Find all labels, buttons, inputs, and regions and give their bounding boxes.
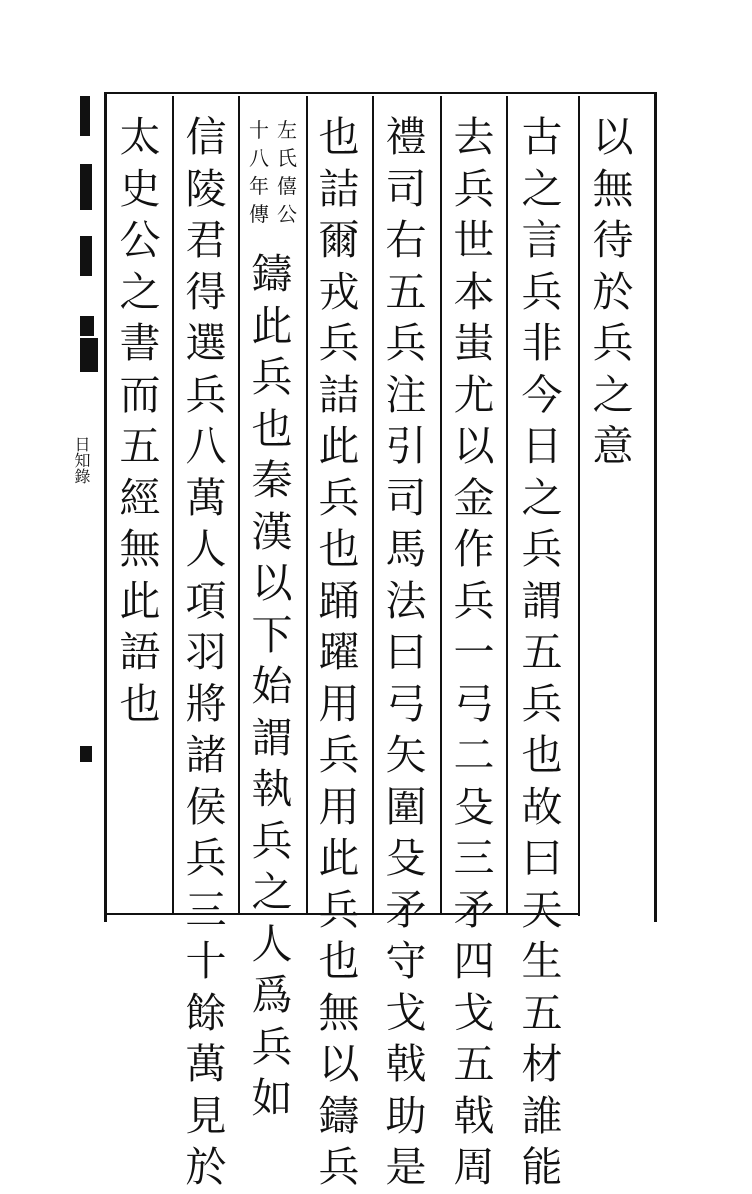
glyph: 周 bbox=[453, 1143, 495, 1191]
glyph: 鑄 bbox=[251, 250, 293, 298]
glyph: 得 bbox=[185, 267, 227, 316]
glyph: 能 bbox=[521, 1143, 563, 1191]
glyph: 書 bbox=[119, 319, 161, 367]
glyph: 去 bbox=[453, 113, 495, 161]
glyph: 兵 bbox=[385, 319, 427, 367]
glyph: 三 bbox=[185, 885, 227, 934]
glyph: 無 bbox=[318, 988, 360, 1037]
glyph: 五 bbox=[453, 1040, 495, 1088]
glyph: 之 bbox=[521, 473, 563, 522]
glyph: 今 bbox=[521, 370, 563, 419]
glyph: 爾 bbox=[318, 216, 360, 264]
glyph: 一 bbox=[453, 628, 495, 676]
glyph: 兵 bbox=[521, 267, 563, 316]
glyph: 始 bbox=[251, 662, 293, 710]
glyph: 十 bbox=[249, 118, 269, 142]
glyph: 將 bbox=[185, 679, 227, 728]
glyph: 人 bbox=[251, 919, 293, 968]
glyph: 秦 bbox=[251, 456, 293, 504]
annotation-line bbox=[274, 116, 300, 228]
glyph: 以 bbox=[318, 1040, 360, 1088]
glyph: 兵 bbox=[251, 353, 293, 401]
annotation-line bbox=[246, 116, 272, 228]
glyph: 生 bbox=[521, 937, 563, 985]
glyph: 兵 bbox=[453, 164, 495, 213]
glyph: 詰 bbox=[318, 370, 360, 419]
glyph: 殳 bbox=[385, 834, 427, 882]
glyph: 是 bbox=[385, 1143, 427, 1191]
glyph: 謂 bbox=[521, 576, 563, 625]
glyph: 於 bbox=[185, 1143, 227, 1191]
glyph: 經 bbox=[119, 473, 161, 522]
column-rule bbox=[440, 96, 442, 914]
margin-ink bbox=[80, 236, 92, 276]
glyph: 年 bbox=[249, 174, 269, 198]
glyph: 世 bbox=[453, 216, 495, 264]
glyph: 誰 bbox=[521, 1091, 563, 1140]
glyph: 圍 bbox=[385, 782, 427, 831]
glyph: 如 bbox=[251, 1074, 293, 1122]
glyph: 言 bbox=[521, 216, 563, 264]
glyph: 漢 bbox=[251, 507, 293, 556]
margin-fragment: 日知錄 bbox=[72, 436, 91, 484]
glyph: 本 bbox=[453, 267, 495, 316]
glyph: 此 bbox=[318, 422, 360, 470]
glyph: 兵 bbox=[318, 473, 360, 522]
glyph: 於 bbox=[592, 267, 634, 316]
glyph: 陵 bbox=[185, 164, 227, 213]
glyph: 也 bbox=[318, 113, 360, 161]
glyph: 兵 bbox=[318, 731, 360, 779]
glyph: 羽 bbox=[185, 628, 227, 676]
glyph: 尤 bbox=[453, 370, 495, 419]
glyph: 守 bbox=[385, 937, 427, 985]
glyph: 也 bbox=[318, 525, 360, 573]
glyph: 爲 bbox=[251, 971, 293, 1019]
margin-ink bbox=[80, 316, 94, 336]
glyph: 五 bbox=[521, 628, 563, 676]
glyph: 此 bbox=[251, 301, 293, 350]
glyph: 萬 bbox=[185, 1040, 227, 1088]
glyph: 天 bbox=[521, 885, 563, 934]
glyph: 五 bbox=[385, 267, 427, 316]
glyph: 戈 bbox=[385, 988, 427, 1037]
glyph: 戈 bbox=[453, 988, 495, 1037]
margin-ink bbox=[80, 164, 92, 210]
glyph: 三 bbox=[453, 834, 495, 882]
glyph: 禮 bbox=[385, 113, 427, 161]
glyph: 蚩 bbox=[453, 319, 495, 367]
text-column bbox=[514, 112, 570, 1194]
text-column bbox=[446, 112, 502, 1194]
glyph: 作 bbox=[453, 525, 495, 573]
glyph: 古 bbox=[521, 113, 563, 161]
glyph: 曰 bbox=[385, 628, 427, 676]
glyph: 而 bbox=[119, 370, 161, 419]
glyph: 踊 bbox=[318, 576, 360, 625]
glyph: 躍 bbox=[318, 628, 360, 676]
column-rule bbox=[372, 96, 374, 914]
glyph: 項 bbox=[185, 576, 227, 625]
glyph: 兵 bbox=[185, 834, 227, 882]
glyph: 萬 bbox=[185, 473, 227, 522]
glyph: 謂 bbox=[251, 713, 293, 762]
text-column bbox=[112, 112, 168, 730]
glyph: 兵 bbox=[453, 576, 495, 625]
glyph: 二 bbox=[453, 731, 495, 779]
glyph: 無 bbox=[592, 164, 634, 213]
glyph: 矛 bbox=[385, 885, 427, 934]
glyph: 也 bbox=[521, 731, 563, 779]
glyph: 也 bbox=[318, 937, 360, 985]
glyph: 之 bbox=[521, 164, 563, 213]
glyph: 史 bbox=[119, 164, 161, 213]
text-column bbox=[178, 112, 234, 1194]
glyph: 用 bbox=[318, 782, 360, 831]
column-rule bbox=[238, 96, 240, 914]
glyph: 戟 bbox=[385, 1040, 427, 1088]
glyph: 太 bbox=[119, 113, 161, 161]
glyph: 金 bbox=[453, 473, 495, 522]
glyph: 兵 bbox=[318, 885, 360, 934]
glyph: 也 bbox=[119, 679, 161, 728]
glyph: 以 bbox=[453, 422, 495, 470]
glyph: 僖 bbox=[277, 174, 297, 198]
glyph: 無 bbox=[119, 525, 161, 573]
glyph: 見 bbox=[185, 1091, 227, 1140]
glyph: 兵 bbox=[318, 319, 360, 367]
glyph: 之 bbox=[251, 868, 293, 916]
glyph: 助 bbox=[385, 1091, 427, 1140]
glyph: 用 bbox=[318, 679, 360, 728]
glyph: 弓 bbox=[385, 679, 427, 728]
glyph: 兵 bbox=[592, 319, 634, 367]
column-rule bbox=[506, 96, 508, 914]
glyph: 待 bbox=[592, 216, 634, 264]
glyph: 傳 bbox=[249, 202, 269, 226]
text-column bbox=[378, 112, 434, 1194]
glyph: 矢 bbox=[385, 731, 427, 779]
glyph: 八 bbox=[249, 146, 269, 170]
glyph: 引 bbox=[385, 422, 427, 470]
text-column bbox=[244, 249, 300, 1125]
glyph: 侯 bbox=[185, 782, 227, 831]
glyph: 以 bbox=[251, 559, 293, 607]
glyph: 馬 bbox=[385, 525, 427, 573]
glyph: 諸 bbox=[185, 731, 227, 779]
heading-column bbox=[585, 112, 641, 473]
margin-ink bbox=[80, 96, 90, 136]
glyph: 兵 bbox=[318, 1143, 360, 1191]
left-margin bbox=[70, 86, 104, 926]
glyph: 公 bbox=[119, 216, 161, 264]
glyph: 曰 bbox=[521, 834, 563, 882]
margin-ink bbox=[80, 746, 92, 762]
glyph: 日 bbox=[521, 422, 563, 470]
glyph: 公 bbox=[277, 202, 297, 226]
glyph: 兵 bbox=[251, 816, 293, 865]
glyph: 八 bbox=[185, 422, 227, 470]
glyph: 此 bbox=[119, 576, 161, 625]
glyph: 下 bbox=[251, 610, 293, 659]
glyph: 語 bbox=[119, 628, 161, 676]
glyph: 氏 bbox=[277, 146, 297, 170]
glyph: 信 bbox=[185, 113, 227, 161]
column-rule bbox=[306, 96, 308, 914]
glyph: 五 bbox=[119, 422, 161, 470]
glyph: 右 bbox=[385, 216, 427, 264]
glyph: 此 bbox=[318, 834, 360, 882]
column-rule bbox=[578, 96, 580, 916]
glyph: 司 bbox=[385, 164, 427, 213]
glyph: 兵 bbox=[521, 679, 563, 728]
glyph: 之 bbox=[592, 370, 634, 419]
glyph: 兵 bbox=[521, 525, 563, 573]
glyph: 戟 bbox=[453, 1091, 495, 1140]
glyph: 司 bbox=[385, 473, 427, 522]
glyph: 意 bbox=[592, 422, 634, 470]
glyph: 君 bbox=[185, 216, 227, 264]
glyph: 四 bbox=[453, 937, 495, 985]
glyph: 之 bbox=[119, 267, 161, 316]
column-rule bbox=[172, 96, 174, 914]
margin-block bbox=[80, 338, 98, 372]
glyph: 法 bbox=[385, 576, 427, 625]
glyph: 注 bbox=[385, 370, 427, 419]
glyph: 兵 bbox=[185, 370, 227, 419]
glyph: 餘 bbox=[185, 988, 227, 1037]
glyph: 非 bbox=[521, 319, 563, 367]
glyph: 弓 bbox=[453, 679, 495, 728]
glyph: 十 bbox=[185, 937, 227, 985]
glyph: 詰 bbox=[318, 164, 360, 213]
glyph: 也 bbox=[251, 404, 293, 453]
glyph: 以 bbox=[592, 113, 634, 161]
glyph: 選 bbox=[185, 319, 227, 367]
glyph: 殳 bbox=[453, 782, 495, 831]
glyph: 故 bbox=[521, 782, 563, 831]
glyph: 材 bbox=[521, 1040, 563, 1088]
glyph: 五 bbox=[521, 988, 563, 1037]
glyph: 鑄 bbox=[318, 1091, 360, 1140]
glyph: 執 bbox=[251, 765, 293, 813]
glyph: 兵 bbox=[251, 1022, 293, 1071]
glyph: 左 bbox=[277, 118, 297, 142]
glyph: 戎 bbox=[318, 267, 360, 316]
glyph: 矛 bbox=[453, 885, 495, 934]
glyph: 人 bbox=[185, 525, 227, 573]
text-column bbox=[311, 112, 367, 1194]
